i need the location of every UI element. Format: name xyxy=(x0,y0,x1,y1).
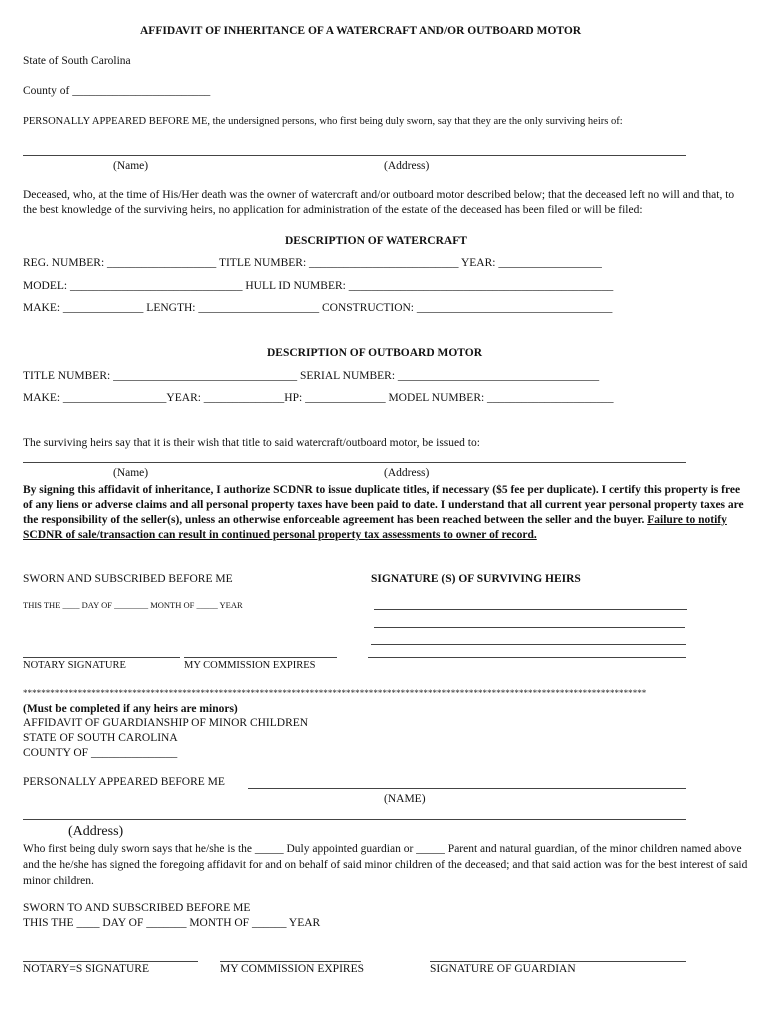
state-line: State of South Carolina xyxy=(23,55,131,67)
sworn-subscribed: SWORN AND SUBSCRIBED BEFORE ME xyxy=(23,573,233,585)
heir-signature-line-1[interactable] xyxy=(374,609,687,610)
document-title: AFFIDAVIT OF INHERITANCE OF A WATERCRAFT AND/OR OUTBOARD MOTOR xyxy=(140,25,582,37)
commission-expires-label: MY COMMISSION EXPIRES xyxy=(184,660,316,671)
guardian-statement: Who first being duly sworn says that he/she is the _____ Duly appointed guardian or _____ Parent and natural guardian, of the minor children named above and the he/she has signed the foregoing affidavit for and on behalf of said minor children of the deceased; and that said action was for the best interest of said minor children. xyxy=(23,843,748,887)
name-caps-label: (NAME) xyxy=(384,793,426,805)
address-label-2: (Address) xyxy=(384,467,430,479)
heir-signature-line-3[interactable] xyxy=(371,644,686,645)
guardian-name-line[interactable] xyxy=(248,788,686,789)
notary-signature-line-2[interactable] xyxy=(23,961,198,962)
appeared-before-me-2: PERSONALLY APPEARED BEFORE ME xyxy=(23,776,225,788)
name-label: (Name) xyxy=(113,160,149,172)
heir-name-address-line[interactable] xyxy=(23,155,686,156)
guardianship-title: AFFIDAVIT OF GUARDIANSHIP OF MINOR CHILDREN xyxy=(23,717,309,729)
county-caps[interactable]: COUNTY OF _______________ xyxy=(23,747,178,759)
county-line: County of ________________________ xyxy=(23,85,211,97)
notary-signature-label: NOTARY SIGNATURE xyxy=(23,660,126,671)
watercraft-row-reg-title-year[interactable]: REG. NUMBER: ___________________ TITLE NUMBER: __________________________ YEAR: __________________ xyxy=(23,257,602,269)
commission-expires-line[interactable] xyxy=(184,657,337,658)
sworn-subscribed-2: SWORN TO AND SUBSCRIBED BEFORE ME xyxy=(23,902,251,914)
outboard-heading: DESCRIPTION OF OUTBOARD MOTOR xyxy=(267,347,483,359)
guardian-signature-label: SIGNATURE OF GUARDIAN xyxy=(430,963,576,975)
this-the-date-line-2[interactable]: THIS THE ____ DAY OF _______ MONTH OF ______ YEAR xyxy=(23,917,321,929)
issue-to-name-address-line[interactable] xyxy=(23,462,686,463)
address-label: (Address) xyxy=(384,160,430,172)
minors-note: (Must be completed if any heirs are minors) xyxy=(23,703,238,715)
appeared-statement: PERSONALLY APPEARED BEFORE ME, the undersigned persons, who first being duly sworn, say that they are the only surviving heirs of: xyxy=(23,116,623,127)
name-label-2: (Name) xyxy=(113,467,149,479)
address-big-label: (Address) xyxy=(68,824,124,839)
commission-expires-label-2: MY COMMISSION EXPIRES xyxy=(220,963,364,975)
outboard-row-make-year-hp-model[interactable]: MAKE: __________________YEAR: ______________HP: ______________ MODEL NUMBER: ______________________ xyxy=(23,392,614,404)
watercraft-heading: DESCRIPTION OF WATERCRAFT xyxy=(285,235,467,247)
deceased-statement: Deceased, who, at the time of His/Her death was the owner of watercraft and/or outboard motor described below; that the deceased left no will and that, to the best knowledge of the surviving heirs, no application for administration of the estate of the deceased has been filed or will be filed: xyxy=(23,189,735,216)
watercraft-row-make-length-construction[interactable]: MAKE: ______________ LENGTH: _____________________ CONSTRUCTION: __________________________________ xyxy=(23,302,613,314)
notary-signature-label-2: NOTARY=S SIGNATURE xyxy=(23,963,150,975)
state-caps: STATE OF SOUTH CAROLINA xyxy=(23,732,178,744)
watercraft-row-model-hull[interactable]: MODEL: ______________________________ HULL ID NUMBER: ______________________________________________ xyxy=(23,280,614,292)
guardian-address-line[interactable] xyxy=(23,819,686,820)
guardian-signature-line[interactable] xyxy=(430,961,686,962)
star-divider: ***************************************************************************************************************************************** xyxy=(23,688,647,698)
surviving-heirs-signature-heading: SIGNATURE (S) OF SURVIVING HEIRS xyxy=(371,573,581,585)
commission-expires-line-2[interactable] xyxy=(220,961,361,962)
certification-warning: Failure to notify SCDNR of sale/transaction can result in continued personal property tax assessments to owner of record. xyxy=(23,514,727,541)
outboard-row-title-serial[interactable]: TITLE NUMBER: ________________________________ SERIAL NUMBER: ___________________________________ xyxy=(23,370,600,382)
issue-statement: The surviving heirs say that it is their wish that title to said watercraft/outboard motor, be issued to: xyxy=(23,437,480,449)
certification-text: By signing this affidavit of inheritance, I authorize SCDNR to issue duplicate titles, if necessary ($5 fee per duplicate). I certify this property is free of any liens or adverse claims and all personal property taxes have been paid to date. I understand that all current year personal property taxes are the responsibility of the seller(s), unless an otherwise enforceable agreement has been reached between the seller and the buyer. xyxy=(23,484,744,526)
this-the-date-line[interactable]: THIS THE ____ DAY OF ________ MONTH OF _____ YEAR xyxy=(23,600,243,610)
certification-paragraph xyxy=(23,483,747,543)
notary-signature-line[interactable] xyxy=(23,657,180,658)
heir-signature-line-4[interactable] xyxy=(368,657,686,658)
heir-signature-line-2[interactable] xyxy=(374,627,685,628)
